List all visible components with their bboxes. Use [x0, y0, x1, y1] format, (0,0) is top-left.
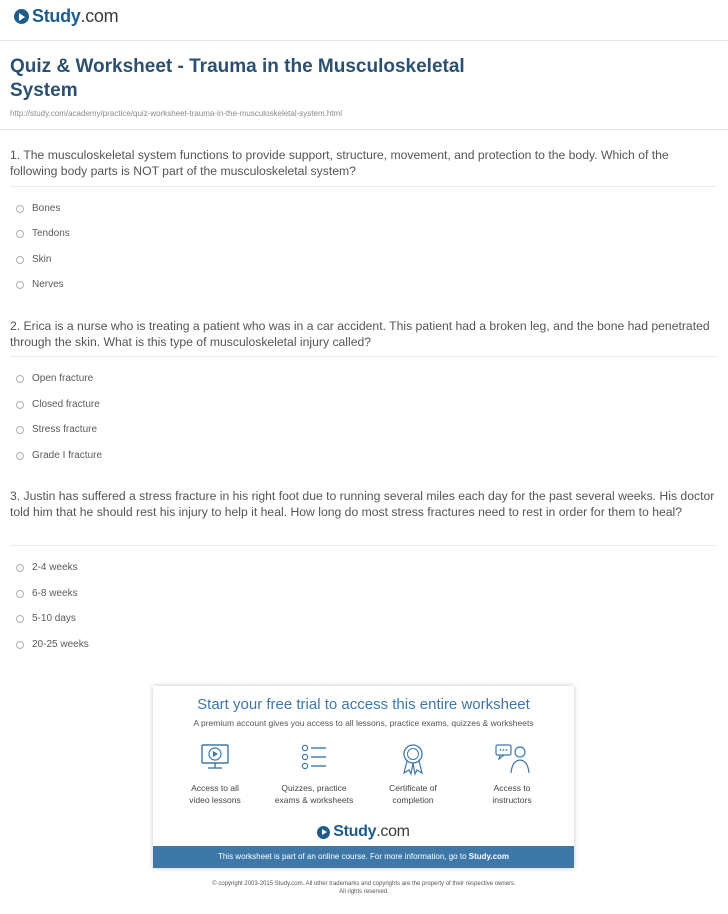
- option-label: 6-8 weeks: [32, 588, 78, 599]
- radio-circle-icon[interactable]: [16, 590, 24, 598]
- radio-circle-icon[interactable]: [16, 401, 24, 409]
- feature-certificate: [363, 742, 463, 806]
- feature-label: Certificate of completion: [389, 783, 437, 805]
- option-label: Nerves: [32, 279, 64, 290]
- q2-option-1[interactable]: [16, 373, 93, 384]
- play-logo-icon: [317, 826, 330, 839]
- q3-option-3[interactable]: [16, 613, 76, 624]
- quiz-list-icon: [298, 742, 330, 776]
- radio-circle-icon[interactable]: [16, 426, 24, 434]
- feature-label: Quizzes, practice exams & worksheets: [274, 783, 354, 805]
- option-label: 2-4 weeks: [32, 562, 78, 573]
- q3-option-2[interactable]: [16, 588, 78, 599]
- q1-option-2[interactable]: [16, 228, 70, 239]
- feature-quizzes: [264, 742, 364, 806]
- question-3-text: 3. Justin has suffered a stress fracture in his right foot due to running several miles each day for the past several weeks. His doctor told him that he should rest his injury to help it heal. How long do most stress fractures need to rest in order for them to heal?: [10, 489, 715, 519]
- question-2-divider: [10, 356, 716, 357]
- feature-instructors: [462, 742, 562, 806]
- radio-circle-icon[interactable]: [16, 641, 24, 649]
- question-3-divider: [10, 545, 716, 546]
- logo-text: Study.com: [32, 6, 119, 26]
- q3-option-1[interactable]: [16, 562, 78, 573]
- question-1-divider: [10, 186, 716, 187]
- promo-subtitle: A premium account gives you access to all lessons, practice exams, quizzes & worksheets: [193, 718, 534, 728]
- option-label: 5-10 days: [32, 613, 76, 624]
- radio-circle-icon[interactable]: [16, 281, 24, 289]
- instructor-chat-icon: [494, 742, 530, 776]
- video-lesson-icon: [199, 742, 231, 776]
- promo-study-logo[interactable]: [153, 823, 574, 841]
- radio-circle-icon[interactable]: [16, 256, 24, 264]
- question-1-text: 1. The musculoskeletal system functions to provide support, structure, movement, and protection to the body. Which of the following body parts is NOT part of the musculoskeletal system?: [10, 148, 669, 178]
- copyright-footer: © copyright 2003-2015 Study.com. All other trademarks and copyrights are the property of their respective owners. All rights reserved.: [212, 881, 516, 895]
- option-label: 20-25 weeks: [32, 639, 89, 650]
- radio-circle-icon[interactable]: [16, 452, 24, 460]
- radio-circle-icon[interactable]: [16, 564, 24, 572]
- promo-title[interactable]: Start your free trial to access this entire worksheet: [197, 696, 530, 713]
- option-label: Open fracture: [32, 373, 94, 384]
- q2-option-2[interactable]: [16, 399, 100, 410]
- question-2-text: 2. Erica is a nurse who is treating a patient who was in a car accident. This patient had a broken leg, and the bone had penetrated through the skin. What is this type of musculoskeletal injury called?: [10, 319, 710, 349]
- study-logo[interactable]: [14, 6, 118, 27]
- study-link[interactable]: Study.com: [468, 852, 510, 861]
- option-label: Tendons: [32, 228, 70, 239]
- course-info-bar: This worksheet is part of an online course. For more information, go to Study.com: [153, 846, 574, 868]
- radio-circle-icon[interactable]: [16, 230, 24, 238]
- q3-option-4[interactable]: [16, 639, 89, 650]
- play-logo-icon: [14, 9, 29, 24]
- feature-video-lessons: [165, 742, 265, 806]
- option-label: Closed fracture: [32, 399, 100, 410]
- radio-circle-icon[interactable]: [16, 205, 24, 213]
- option-label: Stress fracture: [32, 424, 98, 435]
- page-url: http://study.com/academy/practice/quiz-worksheet-trauma-in-the-musculoskeletal-system.html: [10, 109, 342, 118]
- header-divider: [0, 40, 728, 41]
- free-trial-promo[interactable]: [153, 686, 574, 868]
- option-label: Grade I fracture: [32, 450, 103, 461]
- q1-option-1[interactable]: [16, 203, 60, 214]
- radio-circle-icon[interactable]: [16, 615, 24, 623]
- q2-option-4[interactable]: [16, 450, 102, 461]
- logo-text: Study.com: [333, 823, 410, 840]
- option-label: Bones: [32, 203, 61, 214]
- option-label: Skin: [32, 254, 52, 265]
- radio-circle-icon[interactable]: [16, 375, 24, 383]
- certificate-ribbon-icon: [397, 742, 429, 776]
- q2-option-3[interactable]: [16, 424, 97, 435]
- page-title: Quiz & Worksheet - Trauma in the Musculoskeletal System: [10, 56, 465, 101]
- feature-label: Access to all video lessons: [189, 783, 241, 805]
- title-divider: [0, 129, 728, 130]
- feature-label: Access to instructors: [492, 783, 532, 805]
- q1-option-4[interactable]: [16, 279, 64, 290]
- q1-option-3[interactable]: [16, 254, 51, 265]
